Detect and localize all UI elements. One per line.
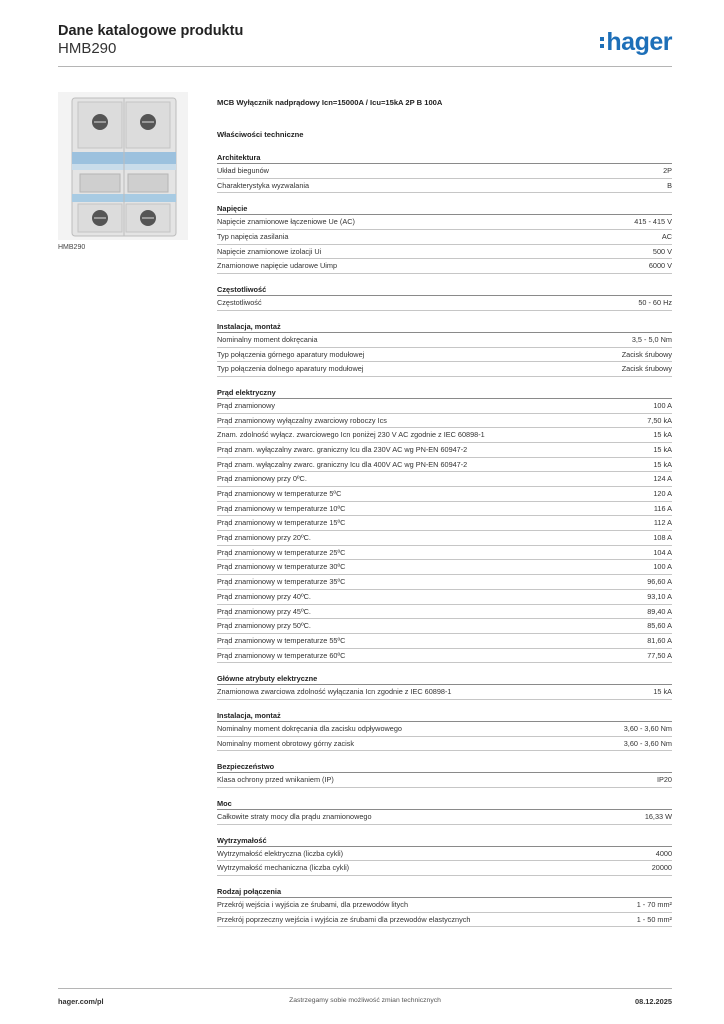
spec-row [217,215,672,230]
spec-row [217,179,672,194]
spec-row [217,913,672,928]
spec-label: Prąd znamionowy w temperaturze 30ºC [217,562,346,572]
spec-row [217,502,672,517]
spec-value: 100 A [653,400,672,410]
spec-value: 116 A [653,503,672,513]
spec-label: Wytrzymałość elektryczna (liczba cykli) [217,848,344,858]
section-title: Bezpieczeństwo [217,761,672,773]
spec-value: 3,60 - 3,60 Nm [623,738,672,748]
website-link[interactable]: hager.com/pl [58,997,104,1006]
spec-value: 15 kA [653,444,672,454]
spec-row [217,722,672,737]
spec-row [217,737,672,752]
product-name: MCB Wyłącznik nadprądowy Icn=15000A / Icu=15kA 2P B 100A [217,98,443,107]
spec-label: Przekrój poprzeczny wejścia i wyjścia ze śrubami dla przewodów elastycznych [217,914,471,924]
spec-label: Prąd znam. wyłączalny zwarc. graniczny Icu dla 230V AC wg PN-EN 60947-2 [217,444,468,454]
spec-value: 20000 [651,863,672,873]
spec-label: Układ biegunów [217,166,269,175]
spec-label: Prąd znamionowy przy 0ºC. [217,474,307,484]
spec-label: Znam. zdolność wyłącz. zwarciowego Icn poniżej 230 V AC zgodnie z IEC 60898-1 [217,430,485,440]
spec-value: 2P [663,166,672,175]
spec-value: 3,60 - 3,60 Nm [623,723,672,733]
spec-label: Prąd znamionowy w temperaturze 25ºC [217,547,346,557]
spec-section [217,673,672,700]
spec-row [217,773,672,788]
spec-label: Nominalny moment dokręcania dla zacisku odpływowego [217,723,402,733]
spec-label: Prąd znamionowy w temperaturze 60ºC [217,650,346,660]
spec-row [217,531,672,546]
page-footer [58,997,672,1009]
spec-label: Prąd znamionowy [217,400,275,410]
page-header [58,22,672,68]
spec-value: 4000 [655,848,672,858]
spec-section [217,761,672,788]
spec-value: IP20 [656,775,672,785]
spec-row [217,230,672,245]
spec-value: Zacisk śrubowy [621,364,672,374]
spec-section [217,387,672,663]
spec-value: 1 - 50 mm² [636,914,672,924]
spec-row [217,560,672,575]
spec-value: 1 - 70 mm² [636,900,672,910]
spec-value: 120 A [653,489,672,498]
spec-row [217,399,672,414]
spec-label: Typ połączenia górnego aparatury modułowej [217,349,365,359]
spec-label: Prąd znamionowy w temperaturze 10ºC [217,503,346,513]
spec-label: Typ napięcia zasilania [217,232,289,242]
spec-row [217,259,672,274]
spec-label: Typ połączenia dolnego aparatury modułowej [217,364,364,374]
spec-heading: Właściwości techniczne [217,130,304,139]
spec-value: 7,50 kA [647,415,672,425]
spec-row [217,575,672,590]
spec-row [217,847,672,862]
spec-value: B [667,180,672,190]
spec-value: 15 kA [653,430,672,440]
spec-value: 415 - 415 V [634,217,672,227]
spec-section [217,203,672,274]
section-title: Główne atrybuty elektryczne [217,673,672,685]
spec-row [217,634,672,649]
spec-row [217,619,672,634]
spec-value: 100 A [653,562,672,572]
spec-value: AC [661,232,672,242]
spec-label: Znamionowe napięcie udarowe Uimp [217,261,338,271]
spec-value: 6000 V [648,261,672,271]
spec-value: 81,60 A [647,635,672,645]
spec-row [217,458,672,473]
logo-text: hager [606,28,672,56]
hager-logo [600,28,672,56]
spec-section [217,321,672,377]
spec-row [217,245,672,260]
specification [217,96,672,927]
spec-value: 77,50 A [647,650,672,660]
spec-sections [217,152,672,927]
spec-row [217,296,672,311]
spec-value: 96,60 A [647,577,672,587]
spec-label: Całkowite straty mocy dla prądu znamionowego [217,812,372,821]
spec-row [217,590,672,605]
spec-value: 124 A [653,474,672,484]
spec-row [217,472,672,487]
spec-label: Prąd znamionowy w temperaturze 5ºC [217,489,342,498]
footer-date: 08.12.2025 [635,997,672,1006]
circuit-breaker-image [58,92,188,240]
footer-notice: Zastrzegamy sobie możliwość zmian technicznych [289,997,441,1004]
spec-row [217,164,672,179]
spec-section [217,710,672,751]
spec-value: 500 V [652,246,672,256]
spec-row [217,487,672,502]
spec-value: 108 A [653,533,672,543]
spec-label: Prąd znamionowy w temperaturze 35ºC [217,577,346,587]
spec-label: Częstotliwość [217,298,262,308]
spec-value: 112 A [653,518,672,528]
spec-label: Wytrzymałość mechaniczna (liczba cykli) [217,863,350,873]
section-title: Wytrzymałość [217,835,672,847]
spec-value: 15 kA [653,687,672,697]
spec-section [217,284,672,311]
spec-value: 89,40 A [647,606,672,616]
product-code: HMB290 [58,40,117,57]
spec-label: Prąd znamionowy przy 50ºC. [217,621,311,631]
header-divider [58,66,672,67]
footer-divider [58,988,672,989]
spec-row [217,861,672,876]
spec-row [217,333,672,348]
spec-label: Klasa ochrony przed wnikaniem (IP) [217,775,334,785]
section-title: Rodzaj połączenia [217,886,672,898]
spec-section [217,798,672,825]
logo-dots-icon [600,37,604,48]
spec-label: Nominalny moment dokręcania [217,334,318,344]
spec-row [217,362,672,377]
spec-label: Prąd znamionowy przy 40ºC. [217,591,311,601]
spec-row [217,685,672,700]
spec-label: Znamionowa zwarciowa zdolność wyłączania Icn zgodnie z IEC 60898-1 [217,687,452,697]
spec-row [217,605,672,620]
spec-row [217,414,672,429]
spec-section [217,886,672,927]
spec-row [217,898,672,913]
spec-label: Napięcie znamionowe izolacji Ui [217,246,322,256]
section-title: Instalacja, montaż [217,710,672,722]
spec-row [217,348,672,363]
spec-value: 3,5 - 5,0 Nm [631,334,672,344]
spec-row [217,443,672,458]
spec-value: 93,10 A [647,591,672,601]
spec-value: 104 A [653,547,672,557]
spec-section [217,835,672,876]
spec-row [217,428,672,443]
spec-value: 50 - 60 Hz [638,298,672,308]
section-title: Napięcie [217,203,672,215]
spec-row [217,810,672,825]
section-title: Architektura [217,152,672,164]
spec-label: Prąd znamionowy w temperaturze 55ºC [217,635,346,645]
spec-row [217,649,672,664]
spec-label: Prąd znamionowy w temperaturze 15ºC [217,518,346,528]
spec-label: Prąd znamionowy przy 45ºC. [217,606,311,616]
spec-label: Prąd znamionowy przy 20ºC. [217,533,311,543]
spec-label: Nominalny moment obrotowy górny zacisk [217,738,355,748]
section-title: Instalacja, montaż [217,321,672,333]
spec-value: 16,33 W [644,812,672,821]
spec-value: Zacisk śrubowy [621,349,672,359]
spec-value: 15 kA [653,459,672,469]
spec-row [217,516,672,531]
spec-label: Charakterystyka wyzwalania [217,180,310,190]
spec-label: Napięcie znamionowe łączeniowe Ue (AC) [217,217,355,227]
section-title: Moc [217,798,672,810]
section-title: Prąd elektryczny [217,387,672,399]
image-caption: HMB290 [58,244,86,251]
spec-value: 85,60 A [647,621,672,631]
spec-label: Prąd znamionowy wyłączalny zwarciowy roboczy Ics [217,415,387,425]
document-title: Dane katalogowe produktu [58,23,244,39]
spec-section [217,152,672,193]
spec-row [217,546,672,561]
spec-label: Przekrój wejścia i wyjścia ze śrubami, dla przewodów litych [217,900,408,910]
section-title: Częstotliwość [217,284,672,296]
spec-label: Prąd znam. wyłączalny zwarc. graniczny Icu dla 400V AC wg PN-EN 60947-2 [217,459,468,469]
